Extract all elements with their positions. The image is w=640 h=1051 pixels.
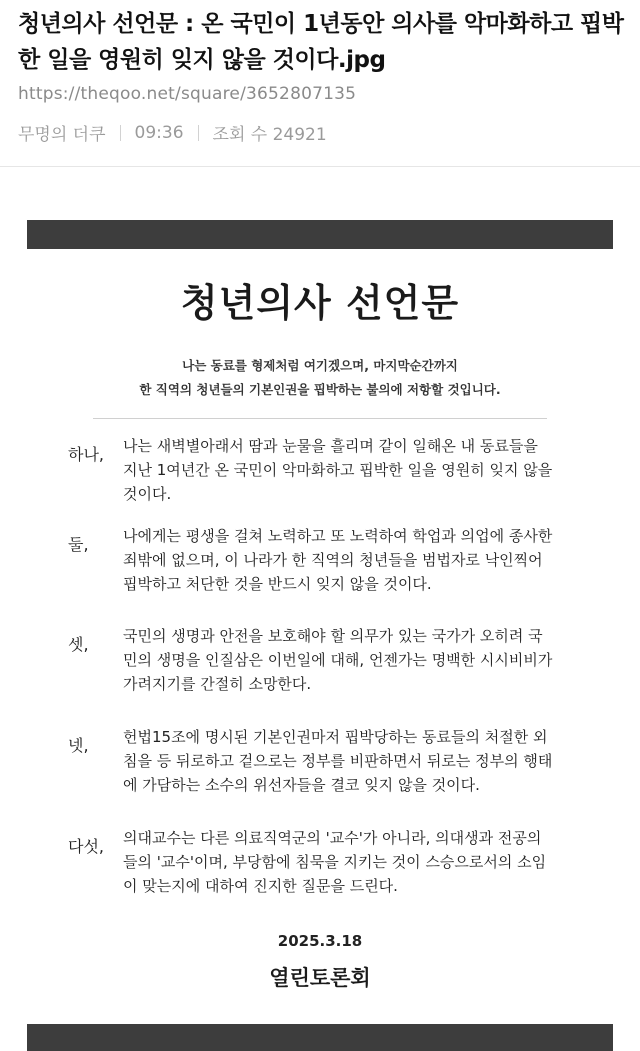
- top-band: [27, 220, 613, 249]
- pledge-label: 다섯,: [68, 837, 104, 856]
- pledge-line: 가려지기를 간절히 소망한다.: [123, 675, 312, 693]
- pledge-line: 핍박하고 처단한 것을 반드시 잊지 않을 것이다.: [123, 575, 432, 593]
- declaration-image: [0, 168, 640, 1051]
- pledge-line: 나에게는 평생을 걸쳐 노력하고 또 노력하여 학업과 의업에 종사한: [123, 527, 553, 545]
- meta-divider: [198, 125, 199, 141]
- bottom-band: [27, 1024, 613, 1051]
- pledge-text: [123, 725, 588, 797]
- pledge-label: 셋,: [68, 635, 89, 654]
- pledge-text: [123, 624, 588, 696]
- post-header: [0, 0, 640, 168]
- pledge-label: 둘,: [68, 535, 89, 554]
- pledge-text: [123, 434, 588, 506]
- post-time: 09:36: [134, 122, 184, 143]
- declaration-organization: 열린토론회: [269, 966, 371, 990]
- post-title: 청년의사 선언문 : 온 국민이 1년동안 의사를 악마화하고 핍박한 일을 영원히 잊지 않을 것이다.jpg: [18, 11, 624, 73]
- pledge-line: 들의 '교수'이며, 부당함에 침묵을 지키는 것이 스승으로서의 소임: [123, 853, 547, 871]
- pledge-label: 넷,: [68, 736, 89, 755]
- pledge-line: 민의 생명을 인질삼은 이번일에 대해, 언젠가는 명백한 시시비비가: [123, 651, 553, 669]
- view-count: 조회 수 24921: [212, 125, 327, 145]
- declaration-date: 2025.3.18: [277, 932, 363, 950]
- declaration-intro: [0, 354, 640, 402]
- pledge-line: 나는 새벽별아래서 땀과 눈물을 흘리며 같이 일해온 내 동료들을: [123, 437, 538, 455]
- pledge-line: 죄밖에 없으며, 이 나라가 한 직역의 청년들을 범법자로 낙인찍어: [123, 551, 543, 569]
- post-url-link[interactable]: https://theqoo.net/square/3652807135: [18, 84, 357, 104]
- pledge-line: 에 가담하는 소수의 위선자들을 결코 잊지 않을 것이다.: [123, 776, 480, 794]
- pledge-line: 지난 1여년간 온 국민이 악마화하고 핍박한 일을 영원히 잊지 않을: [123, 461, 553, 479]
- pledge-line: 침을 등 뒤로하고 겉으로는 정부를 비판하면서 뒤로는 정부의 행태: [123, 752, 553, 770]
- intro-line: 한 직역의 청년들의 기본인권을 핍박하는 불의에 저항할 것입니다.: [139, 382, 501, 397]
- pledge-line: 의대교수는 다른 의료직역군의 '교수'가 아니라, 의대생과 전공의: [123, 829, 542, 847]
- pledge-line: 헌법15조에 명시된 기본인권마저 핍박당하는 동료들의 처절한 외: [123, 728, 548, 746]
- declaration-title: 청년의사 선언문: [180, 281, 460, 325]
- pledge-line: 국민의 생명과 안전을 보호해야 할 의무가 있는 국가가 오히려 국: [123, 627, 543, 645]
- pledge-line: 이 맞는지에 대하여 진지한 질문을 드린다.: [123, 877, 398, 895]
- post-meta: [18, 120, 327, 145]
- pledge-line: 것이다.: [123, 485, 172, 503]
- intro-line: 나는 동료를 형제처럼 여기겠으며, 마지막순간까지: [182, 358, 458, 373]
- header-divider: [0, 166, 640, 167]
- pledge-text: [123, 826, 588, 898]
- pledge-label: 하나,: [68, 445, 104, 464]
- meta-divider: [120, 125, 121, 141]
- section-divider: [93, 418, 547, 419]
- author-name[interactable]: 무명의 더쿠: [18, 125, 106, 145]
- pledge-text: [123, 524, 588, 596]
